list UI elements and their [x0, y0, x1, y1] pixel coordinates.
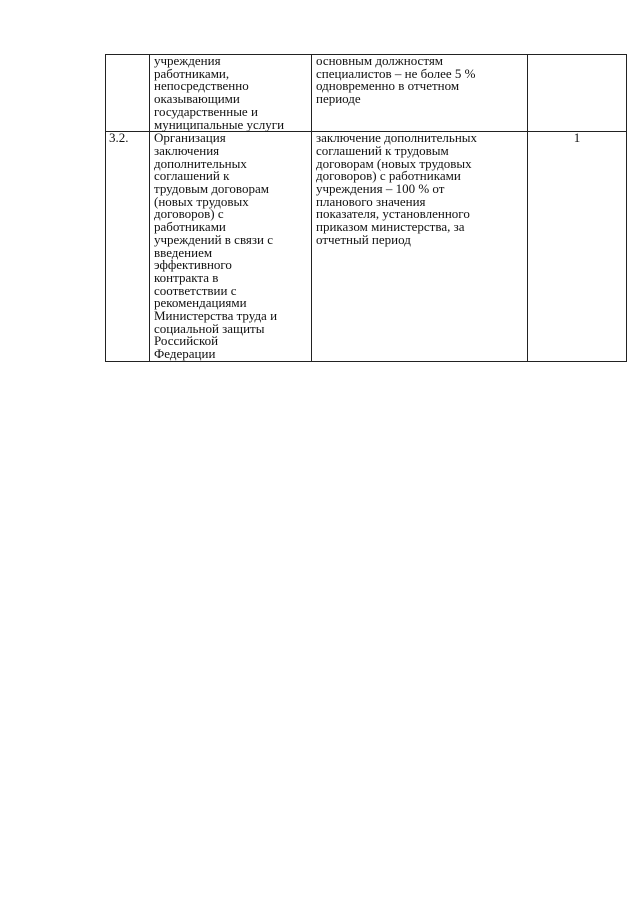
- row-number: [106, 55, 150, 132]
- row-number: 3.2.: [106, 132, 150, 362]
- measures-table: [105, 54, 627, 362]
- measure-cell: учреждения работниками, непосредственно оказывающими государственные и муниципальные услуги: [150, 55, 312, 132]
- score-cell: [528, 55, 627, 132]
- table-row: [106, 132, 627, 362]
- measure-cell: Организация заключения дополнительных соглашений к трудовым договорам (новых трудовых договоров) с работниками учреждений в связи с введением эффективного контракта в соответствии с рекомендациями Министерства труда и социальной защиты Российской Федерации: [150, 132, 312, 362]
- indicator-cell: заключение дополнительных соглашений к трудовым договорам (новых трудовых договоров) с работниками учреждения – 100 % от планового значения показателя, установленного приказом министерства, за отчетный период: [312, 132, 528, 362]
- indicator-cell: основным должностям специалистов – не более 5 % одновременно в отчетном периоде: [312, 55, 528, 132]
- table-row: [106, 55, 627, 132]
- score-cell: 1: [528, 132, 627, 362]
